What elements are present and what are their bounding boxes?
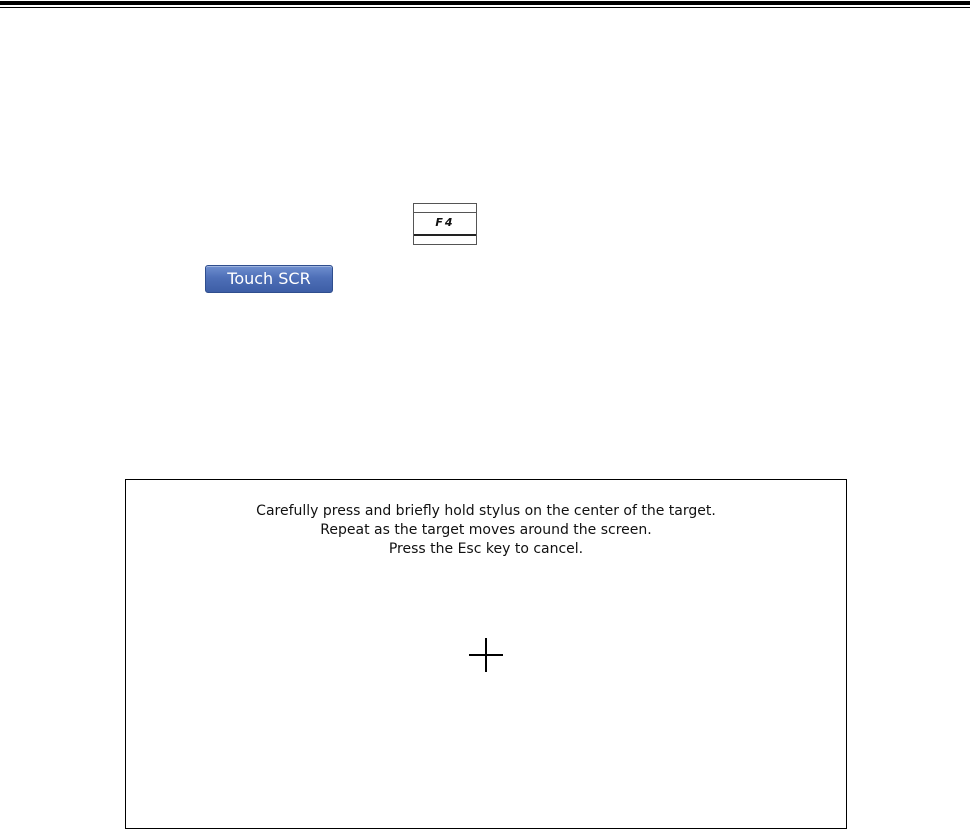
header-rule-thick [0,1,970,5]
instruction-line-2: Repeat as the target moves around the screen. [320,522,652,538]
f4-key-top-band [414,204,476,213]
header-rule-thin [0,7,970,8]
instruction-line-3: Press the Esc key to cancel. [388,541,584,557]
calibration-instructions [126,502,846,559]
f4-key[interactable] [413,203,477,245]
crosshair-vertical [485,638,487,672]
f4-key-bottom-band [414,234,476,244]
f4-key-label: F4 [435,216,455,229]
calibration-screen[interactable] [125,479,847,829]
instruction-line-1: Carefully press and briefly hold stylus on the center of the target. [256,503,716,519]
touch-scr-button[interactable]: Touch SCR [205,265,333,293]
crosshair-icon[interactable] [469,638,503,672]
